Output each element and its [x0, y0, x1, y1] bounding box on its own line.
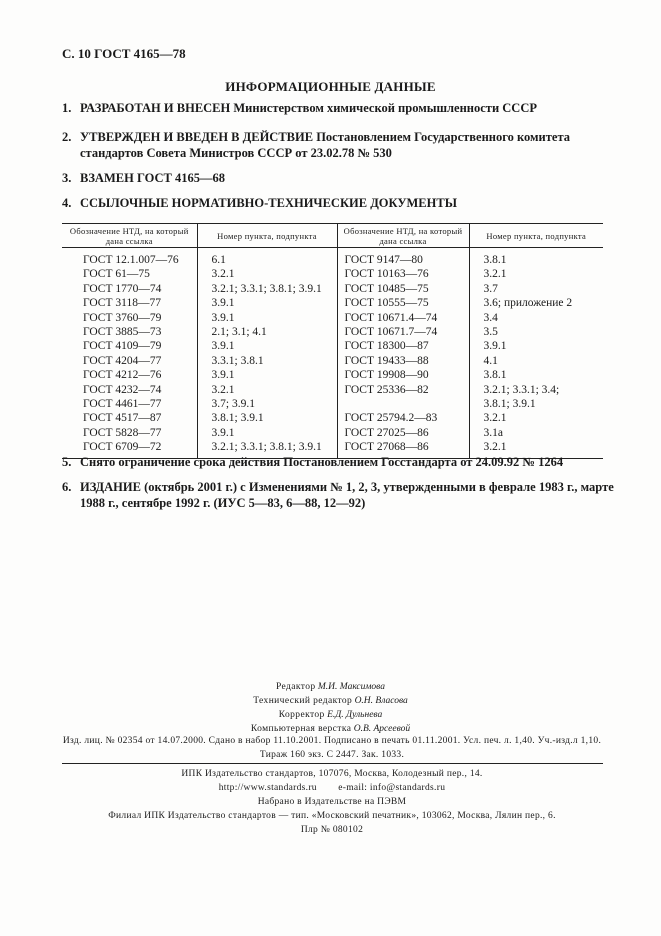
publication-info [62, 734, 602, 762]
item-lead: УТВЕРЖДЕН И ВВЕДЕН В ДЕЙСТВИЕ [80, 130, 314, 144]
cell-clause-number: 3.6; приложение 2 [483, 297, 573, 310]
cell-clause-number: 3.2.1 [483, 412, 507, 425]
header-clause-number: Номер пункта, подпункта [197, 224, 337, 248]
pubinfo-line: Тираж 160 экз. С 2447. Зак. 1033. [259, 750, 405, 760]
cell-doc-designation: ГОСТ 1770—74 [62, 282, 197, 296]
credit-role: Технический редактор [253, 696, 353, 706]
cell-clause-number: 3.4 [483, 311, 498, 324]
cell-clause-number: 3.1а [483, 426, 503, 439]
section-title: ИНФОРМАЦИОННЫЕ ДАННЫЕ [225, 79, 436, 94]
item-lead: ИЗДАНИЕ (октябрь 2001 г.) с Изменениями № 1, 2, 3, утвержденными в феврале 1983 г., марте 1988 г., сентябре 1992 г. (ИУС 5—83, 6—88, 12—92) [80, 480, 614, 510]
cell-clause-number: 3.8.1; 3.9.1 [483, 398, 536, 411]
cell-doc-designation: ГОСТ 18300—87 [337, 339, 469, 353]
cell-clause-number: 3.9.1 [197, 339, 337, 353]
cell-clause-number: 3.8.1 [483, 254, 507, 266]
cell-doc-designation: ГОСТ 4212—76 [62, 368, 197, 382]
table-row [62, 267, 603, 281]
publisher-line: Филиал ИПК Издательство стандартов — тип. «Московский печатник», 103062, Москва, Лялин пер., 6. [108, 811, 556, 821]
cell-clause-number: 3.9.1 [197, 296, 337, 310]
credit-person: О.В. Арсеевой [353, 724, 411, 734]
item-text: Министерством химической промышленности СССР [230, 101, 537, 115]
credits-block [0, 680, 661, 736]
page-header: С. 10 ГОСТ 4165—78 [62, 46, 186, 61]
cell-doc-designation: ГОСТ 19433—88 [337, 354, 469, 368]
table-row [62, 426, 603, 440]
cell-clause-number: 3.7; 3.9.1 [197, 397, 337, 411]
pubinfo-line: Изд. лиц. № 02354 от 14.07.2000. Сдано в набор 11.10.2001. Подписано в печать 01.11.2001. Усл. печ. л. 1,40. Уч.-изд.л 1,10. [62, 736, 602, 746]
cell-doc-designation: ГОСТ 3760—79 [62, 311, 197, 325]
cell-clause-number: 3.8.1 [483, 369, 507, 382]
credit-person: М.И. Максимова [317, 682, 385, 692]
cell-doc-designation: ГОСТ 6709—72 [62, 440, 197, 458]
cell-doc-designation: ГОСТ 10671.4—74 [337, 311, 469, 325]
item-lead: Снято ограничение срока действия Постановлением Госстандарта от 24.09.92 № 1264 [80, 455, 564, 469]
cell-doc-designation: ГОСТ 3885—73 [62, 325, 197, 339]
credit-editor [0, 680, 661, 694]
cell-doc-designation: ГОСТ 10163—76 [337, 267, 469, 281]
cell-clause-number: 3.2.1; 3.3.1; 3.4; [483, 383, 560, 396]
item-number: 3. [62, 171, 72, 185]
cell-clause-number: 3.9.1 [197, 426, 337, 440]
cell-doc-designation: ГОСТ 27068—86 [337, 440, 469, 458]
divider [62, 763, 603, 764]
table-row [62, 397, 603, 411]
cell-doc-designation: ГОСТ 10671.7—74 [337, 325, 469, 339]
cell-clause-number: 3.9.1 [197, 311, 337, 325]
credit-role: Компьютерная верстка [250, 724, 352, 734]
reference-documents-table [62, 223, 603, 459]
table-row [62, 248, 603, 268]
cell-doc-designation: ГОСТ 5828—77 [62, 426, 197, 440]
cell-clause-number: 3.2.1; 3.3.1; 3.8.1; 3.9.1 [197, 282, 337, 296]
table-row [62, 383, 603, 397]
cell-doc-designation: ГОСТ 10485—75 [337, 282, 469, 296]
cell-doc-designation: ГОСТ 4204—77 [62, 354, 197, 368]
credit-proofreader [0, 708, 661, 722]
item-lead: ВЗАМЕН ГОСТ 4165—68 [80, 171, 225, 185]
cell-doc-designation: ГОСТ 4109—79 [62, 339, 197, 353]
cell-doc-designation: ГОСТ 19908—90 [337, 368, 469, 382]
item-lead: РАЗРАБОТАН И ВНЕСЕН [80, 101, 231, 115]
table-row [62, 296, 603, 310]
credit-tech-editor [0, 694, 661, 708]
header-doc-designation: Обозначение НТД, на который дана ссылка [62, 224, 197, 248]
item-number: 2. [62, 130, 72, 144]
cell-clause-number: 3.2.1; 3.3.1; 3.8.1; 3.9.1 [197, 440, 337, 458]
publisher-line: Набрано в Издательстве на ПЭВМ [257, 797, 407, 807]
table-row [62, 282, 603, 296]
cell-clause-number: 3.2.1 [483, 268, 507, 281]
cell-clause-number: 3.2.1 [197, 383, 337, 397]
cell-clause-number: 6.1 [197, 248, 337, 268]
table-header-row [62, 224, 603, 248]
publisher-line: http://www.standards.ru e-mail: info@standards.ru [218, 783, 446, 793]
credit-role: Редактор [275, 682, 316, 692]
table-row [62, 368, 603, 382]
table-row [62, 325, 603, 339]
cell-clause-number: 2.1; 3.1; 4.1 [197, 325, 337, 339]
cell-clause-number: 3.7 [483, 282, 498, 295]
cell-clause-number: 3.2.1 [469, 440, 603, 458]
cell-clause-number: 3.5 [483, 326, 498, 339]
cell-doc-designation [337, 397, 469, 411]
credit-role: Корректор [278, 710, 325, 720]
cell-clause-number: 3.9.1 [197, 368, 337, 382]
cell-doc-designation: ГОСТ 27025—86 [337, 426, 469, 440]
item-number: 6. [62, 480, 72, 494]
cell-doc-designation: ГОСТ 4517—87 [62, 411, 197, 425]
item-lead: ССЫЛОЧНЫЕ НОРМАТИВНО-ТЕХНИЧЕСКИЕ ДОКУМЕНТЫ [80, 196, 457, 210]
cell-clause-number: 3.8.1; 3.9.1 [197, 411, 337, 425]
cell-clause-number: 3.9.1 [483, 340, 507, 353]
item-text: Постановлением Государственного комитета стандартов Совета Министров СССР от 23.02.78 № 530 [80, 130, 570, 160]
publisher-line: ИПК Издательство стандартов, 107076, Москва, Колодезный пер., 14. [181, 769, 483, 779]
cell-doc-designation: ГОСТ 25336—82 [337, 383, 469, 397]
cell-doc-designation: ГОСТ 4461—77 [62, 397, 197, 411]
item-number: 5. [62, 455, 72, 469]
item-number: 4. [62, 196, 72, 210]
cell-clause-number: 4.1 [483, 354, 498, 367]
table-row [62, 339, 603, 353]
publisher-info [62, 767, 602, 837]
table-row [62, 411, 603, 425]
cell-doc-designation: ГОСТ 10555—75 [337, 296, 469, 310]
header-clause-number: Номер пункта, подпункта [469, 224, 603, 248]
credit-person: О.Н. Власова [354, 696, 408, 706]
publisher-line: Плр № 080102 [300, 825, 364, 835]
cell-clause-number: 3.2.1 [197, 267, 337, 281]
cell-doc-designation: ГОСТ 61—75 [62, 267, 197, 281]
cell-doc-designation: ГОСТ 9147—80 [337, 248, 469, 268]
cell-doc-designation: ГОСТ 4232—74 [62, 383, 197, 397]
credit-person: Е.Д. Дульнева [327, 710, 383, 720]
header-doc-designation: Обозначение НТД, на который дана ссылка [337, 224, 469, 248]
item-number: 1. [62, 101, 72, 115]
table-row [62, 354, 603, 368]
table-row [62, 311, 603, 325]
cell-doc-designation: ГОСТ 12.1.007—76 [62, 248, 197, 268]
cell-clause-number: 3.3.1; 3.8.1 [197, 354, 337, 368]
cell-doc-designation: ГОСТ 3118—77 [62, 296, 197, 310]
cell-doc-designation: ГОСТ 25794.2—83 [337, 411, 469, 425]
